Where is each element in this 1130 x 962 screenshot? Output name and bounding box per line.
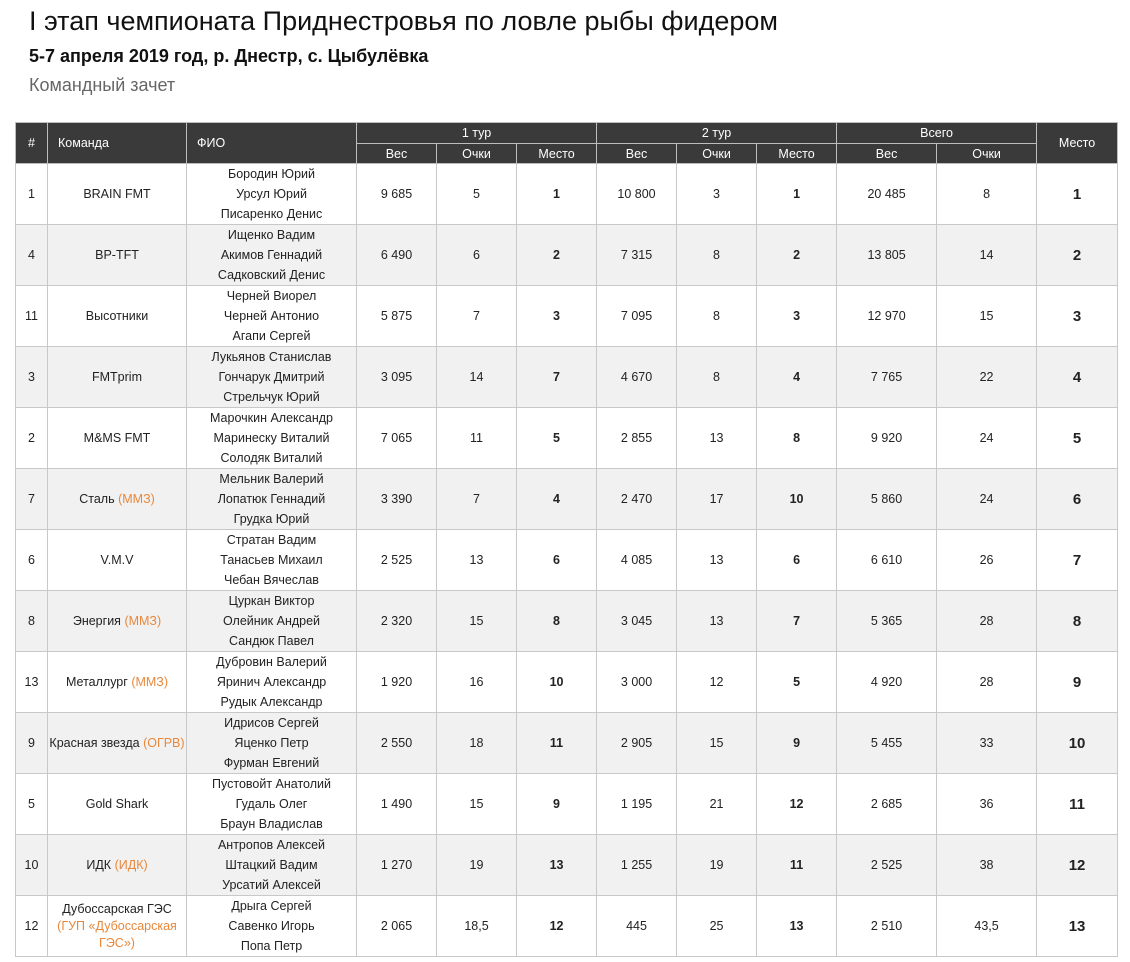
member-name: Гончарук Дмитрий (218, 370, 325, 384)
r1-place: 12 (517, 896, 597, 957)
team-number: 9 (16, 713, 48, 774)
r2-weight: 10 800 (597, 164, 677, 225)
total-points: 38 (937, 835, 1037, 896)
r1-weight: 9 685 (357, 164, 437, 225)
team-name: BP-TFT (95, 247, 139, 262)
final-place: 12 (1037, 835, 1118, 896)
total-weight: 2 685 (837, 774, 937, 835)
total-weight: 5 860 (837, 469, 937, 530)
r2-place: 2 (757, 225, 837, 286)
total-weight: 5 455 (837, 713, 937, 774)
team-cell (48, 164, 187, 225)
final-place: 4 (1037, 347, 1118, 408)
member-name: Браун Владислав (220, 817, 323, 831)
r2-place: 3 (757, 286, 837, 347)
team-cell (48, 652, 187, 713)
header-r2-points: Очки (677, 144, 757, 164)
table-row (16, 347, 1118, 408)
r2-weight: 7 095 (597, 286, 677, 347)
team-cell (48, 896, 187, 957)
r1-weight: 5 875 (357, 286, 437, 347)
r2-points: 13 (677, 530, 757, 591)
r2-points: 12 (677, 652, 757, 713)
header-total: Всего (837, 123, 1037, 144)
member-name: Мельник Валерий (219, 472, 324, 486)
team-members (187, 469, 357, 530)
member-name: Марочкин Александр (209, 411, 334, 425)
total-points: 8 (937, 164, 1037, 225)
member-name: Сандюк Павел (229, 634, 314, 648)
r2-place: 1 (757, 164, 837, 225)
final-place: 6 (1037, 469, 1118, 530)
r2-points: 8 (677, 347, 757, 408)
r2-place: 5 (757, 652, 837, 713)
page-title: I этап чемпионата Приднестровья по ловле рыбы фидером (29, 6, 778, 36)
r1-place: 7 (517, 347, 597, 408)
team-cell (48, 774, 187, 835)
member-name: Лукьянов Станислав (211, 350, 332, 364)
team-cell (48, 469, 187, 530)
team-number: 10 (16, 835, 48, 896)
member-name: Антропов Алексей (217, 838, 326, 852)
member-name: Черней Антонио (223, 309, 320, 323)
team-members (187, 652, 357, 713)
member-name: Стрельчук Юрий (223, 390, 320, 404)
r2-weight: 4 085 (597, 530, 677, 591)
total-points: 33 (937, 713, 1037, 774)
total-points: 14 (937, 225, 1037, 286)
header-r1-place: Место (517, 144, 597, 164)
team-members (187, 286, 357, 347)
member-name: Урсул Юрий (236, 187, 307, 201)
header-place: Место (1037, 123, 1118, 164)
r2-place: 11 (757, 835, 837, 896)
member-name: Чебан Вячеслав (224, 573, 319, 587)
r2-weight: 7 315 (597, 225, 677, 286)
member-name: Штацкий Вадим (225, 858, 318, 872)
member-name: Лопатюк Геннадий (217, 492, 326, 506)
member-name: Яценко Петр (234, 736, 309, 750)
r1-points: 5 (437, 164, 517, 225)
r1-points: 15 (437, 774, 517, 835)
member-name: Черней Виорел (226, 289, 317, 303)
r1-weight: 1 920 (357, 652, 437, 713)
team-members (187, 164, 357, 225)
total-points: 28 (937, 652, 1037, 713)
event-date-location: 5-7 апреля 2019 год, р. Днестр, с. Цыбулёвка (29, 46, 429, 66)
r2-place: 13 (757, 896, 837, 957)
table-row (16, 652, 1118, 713)
total-points: 36 (937, 774, 1037, 835)
team-name: Дубоссарская ГЭС (62, 901, 172, 916)
team-members (187, 591, 357, 652)
table-row (16, 530, 1118, 591)
r1-place: 4 (517, 469, 597, 530)
member-name: Агапи Сергей (232, 329, 311, 343)
r1-weight: 3 390 (357, 469, 437, 530)
header-fio: ФИО (187, 123, 357, 164)
table-row (16, 164, 1118, 225)
table-row (16, 835, 1118, 896)
member-name: Дрыга Сергей (231, 899, 312, 913)
r1-points: 11 (437, 408, 517, 469)
member-name: Савенко Игорь (228, 919, 315, 933)
r2-place: 9 (757, 713, 837, 774)
team-members (187, 835, 357, 896)
r1-points: 13 (437, 530, 517, 591)
team-name: V.M.V (100, 552, 134, 567)
member-name: Ищенко Вадим (227, 228, 316, 242)
header-r2-weight: Вес (597, 144, 677, 164)
team-name: Высотники (85, 308, 149, 323)
r1-place: 1 (517, 164, 597, 225)
team-organization: (ОГРВ) (143, 735, 185, 750)
final-place: 3 (1037, 286, 1118, 347)
team-name: Сталь (79, 491, 115, 506)
member-name: Олейник Андрей (222, 614, 321, 628)
r1-weight: 7 065 (357, 408, 437, 469)
member-name: Писаренко Денис (220, 207, 323, 221)
r1-weight: 6 490 (357, 225, 437, 286)
team-organization: (ММЗ) (124, 613, 162, 628)
r1-place: 13 (517, 835, 597, 896)
total-weight: 12 970 (837, 286, 937, 347)
team-cell (48, 347, 187, 408)
team-name: Энергия (72, 613, 121, 628)
team-number: 8 (16, 591, 48, 652)
section-title: Командный зачет (29, 75, 176, 95)
team-members (187, 713, 357, 774)
final-place: 9 (1037, 652, 1118, 713)
r1-points: 6 (437, 225, 517, 286)
member-name: Рудык Александр (220, 695, 323, 709)
r2-weight: 1 195 (597, 774, 677, 835)
team-organization: (ГУП «Дубоссарская ГЭС») (57, 918, 177, 950)
header-total-weight: Вес (837, 144, 937, 164)
r1-place: 2 (517, 225, 597, 286)
r1-weight: 1 270 (357, 835, 437, 896)
total-weight: 7 765 (837, 347, 937, 408)
r1-points: 15 (437, 591, 517, 652)
r2-weight: 3 000 (597, 652, 677, 713)
r2-place: 4 (757, 347, 837, 408)
team-number: 12 (16, 896, 48, 957)
r2-points: 21 (677, 774, 757, 835)
r2-weight: 445 (597, 896, 677, 957)
team-cell (48, 713, 187, 774)
final-place: 1 (1037, 164, 1118, 225)
r2-weight: 4 670 (597, 347, 677, 408)
r2-points: 8 (677, 225, 757, 286)
member-name: Грудка Юрий (233, 512, 310, 526)
r2-points: 17 (677, 469, 757, 530)
table-body (16, 164, 1118, 957)
header-r1-weight: Вес (357, 144, 437, 164)
r1-weight: 2 525 (357, 530, 437, 591)
r2-points: 15 (677, 713, 757, 774)
member-name: Идрисов Сергей (224, 716, 319, 730)
member-name: Бородин Юрий (228, 167, 315, 181)
total-points: 28 (937, 591, 1037, 652)
r1-points: 18,5 (437, 896, 517, 957)
team-members (187, 225, 357, 286)
team-number: 6 (16, 530, 48, 591)
member-name: Пустовойт Анатолий (212, 777, 331, 791)
total-weight: 13 805 (837, 225, 937, 286)
r2-points: 8 (677, 286, 757, 347)
member-name: Гудаль Олег (235, 797, 308, 811)
header-team: Команда (48, 123, 187, 164)
team-members (187, 774, 357, 835)
r1-weight: 2 320 (357, 591, 437, 652)
member-name: Цуркан Виктор (228, 594, 315, 608)
team-organization: (ИДК) (114, 857, 148, 872)
r1-weight: 1 490 (357, 774, 437, 835)
total-points: 24 (937, 408, 1037, 469)
r2-weight: 2 855 (597, 408, 677, 469)
table-row (16, 591, 1118, 652)
team-number: 2 (16, 408, 48, 469)
team-name: ИДК (86, 857, 112, 872)
team-members (187, 347, 357, 408)
r2-points: 13 (677, 591, 757, 652)
total-weight: 6 610 (837, 530, 937, 591)
r1-weight: 2 550 (357, 713, 437, 774)
r1-place: 10 (517, 652, 597, 713)
team-name: M&MS FMT (83, 430, 151, 445)
total-points: 24 (937, 469, 1037, 530)
final-place: 10 (1037, 713, 1118, 774)
total-weight: 9 920 (837, 408, 937, 469)
total-weight: 20 485 (837, 164, 937, 225)
team-cell (48, 530, 187, 591)
team-number: 3 (16, 347, 48, 408)
r2-points: 25 (677, 896, 757, 957)
r2-place: 6 (757, 530, 837, 591)
r2-weight: 2 470 (597, 469, 677, 530)
team-number: 1 (16, 164, 48, 225)
team-members (187, 530, 357, 591)
total-weight: 4 920 (837, 652, 937, 713)
r2-place: 10 (757, 469, 837, 530)
table-header (16, 123, 1118, 164)
r2-points: 13 (677, 408, 757, 469)
member-name: Урсатий Алексей (222, 878, 321, 892)
total-weight: 2 525 (837, 835, 937, 896)
r1-points: 19 (437, 835, 517, 896)
r1-points: 7 (437, 469, 517, 530)
member-name: Садковский Денис (217, 268, 326, 282)
r2-place: 8 (757, 408, 837, 469)
member-name: Маринеску Виталий (213, 431, 330, 445)
team-cell (48, 835, 187, 896)
member-name: Яринич Александр (216, 675, 327, 689)
team-name: Красная звезда (49, 735, 140, 750)
header-round1: 1 тур (357, 123, 597, 144)
final-place: 2 (1037, 225, 1118, 286)
r1-points: 14 (437, 347, 517, 408)
r1-place: 3 (517, 286, 597, 347)
r1-place: 5 (517, 408, 597, 469)
team-cell (48, 591, 187, 652)
r1-place: 8 (517, 591, 597, 652)
r1-place: 11 (517, 713, 597, 774)
team-number: 13 (16, 652, 48, 713)
r2-place: 12 (757, 774, 837, 835)
r2-points: 19 (677, 835, 757, 896)
member-name: Солодяк Виталий (220, 451, 323, 465)
r1-place: 6 (517, 530, 597, 591)
final-place: 8 (1037, 591, 1118, 652)
team-name: FMTprim (92, 369, 142, 384)
header-num: # (16, 123, 48, 164)
header-total-points: Очки (937, 144, 1037, 164)
team-cell (48, 408, 187, 469)
total-points: 43,5 (937, 896, 1037, 957)
team-organization: (ММЗ) (118, 491, 155, 506)
team-members (187, 896, 357, 957)
team-cell (48, 286, 187, 347)
team-name: Металлург (65, 674, 128, 689)
final-place: 7 (1037, 530, 1118, 591)
r1-points: 18 (437, 713, 517, 774)
member-name: Попа Петр (240, 939, 303, 953)
r2-points: 3 (677, 164, 757, 225)
table-row (16, 713, 1118, 774)
header-r1-points: Очки (437, 144, 517, 164)
team-number: 11 (16, 286, 48, 347)
results-table (15, 122, 1118, 957)
total-points: 26 (937, 530, 1037, 591)
final-place: 11 (1037, 774, 1118, 835)
r2-place: 7 (757, 591, 837, 652)
r2-weight: 1 255 (597, 835, 677, 896)
r1-weight: 2 065 (357, 896, 437, 957)
team-number: 7 (16, 469, 48, 530)
team-members (187, 408, 357, 469)
final-place: 13 (1037, 896, 1118, 957)
member-name: Стратан Вадим (226, 533, 317, 547)
team-name: Gold Shark (85, 796, 149, 811)
r1-place: 9 (517, 774, 597, 835)
header-round2: 2 тур (597, 123, 837, 144)
table-row (16, 408, 1118, 469)
r1-points: 7 (437, 286, 517, 347)
member-name: Акимов Геннадий (220, 248, 323, 262)
team-name: BRAIN FMT (83, 186, 151, 201)
team-number: 4 (16, 225, 48, 286)
r1-weight: 3 095 (357, 347, 437, 408)
total-weight: 2 510 (837, 896, 937, 957)
table-row (16, 469, 1118, 530)
final-place: 5 (1037, 408, 1118, 469)
r2-weight: 3 045 (597, 591, 677, 652)
member-name: Дубровин Валерий (216, 655, 327, 669)
r1-points: 16 (437, 652, 517, 713)
team-organization: (ММЗ) (131, 674, 169, 689)
member-name: Танасьев Михаил (220, 553, 323, 567)
member-name: Фурман Евгений (223, 756, 320, 770)
team-cell (48, 225, 187, 286)
total-points: 22 (937, 347, 1037, 408)
table-row (16, 286, 1118, 347)
total-weight: 5 365 (837, 591, 937, 652)
table-row (16, 225, 1118, 286)
total-points: 15 (937, 286, 1037, 347)
team-number: 5 (16, 774, 48, 835)
table-row (16, 896, 1118, 957)
table-row (16, 774, 1118, 835)
r2-weight: 2 905 (597, 713, 677, 774)
header-r2-place: Место (757, 144, 837, 164)
